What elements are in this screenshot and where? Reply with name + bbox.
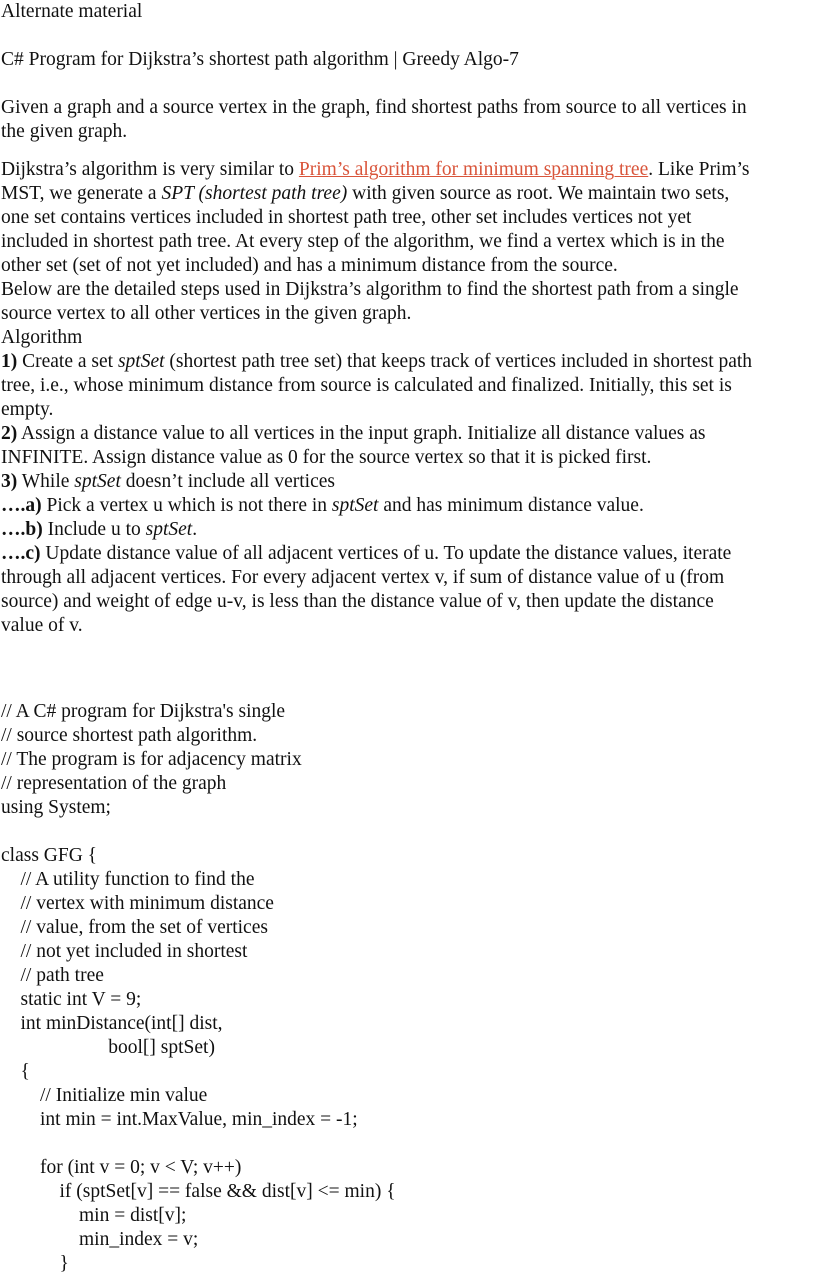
text-segment: Dijkstra’s algorithm is very similar to bbox=[1, 159, 299, 180]
text-line bbox=[1, 1036, 816, 1060]
text-segment: doesn’t include all vertices bbox=[120, 471, 335, 492]
italic-term: SPT (shortest path tree) bbox=[161, 183, 348, 204]
text-line bbox=[1, 302, 816, 326]
text-line bbox=[1, 590, 816, 614]
text-line bbox=[1, 48, 816, 72]
text-line bbox=[1, 796, 816, 820]
text-line bbox=[1, 844, 816, 868]
text-segment: Given a graph and a source vertex in the graph, find shortest paths from source to all vertices in bbox=[1, 97, 747, 118]
text-segment: Update distance value of all adjacent vertices of u. To update the distance values, iterate bbox=[40, 543, 732, 564]
text-line bbox=[1, 350, 816, 374]
text-segment: Assign a distance value to all vertices in the input graph. Initialize all distance values as bbox=[17, 423, 706, 444]
text-segment: // not yet included in shortest bbox=[1, 941, 248, 962]
text-segment: // vertex with minimum distance bbox=[1, 893, 274, 914]
text-segment: Create a set bbox=[17, 351, 118, 372]
text-segment: // value, from the set of vertices bbox=[1, 917, 268, 938]
text-line bbox=[1, 1204, 816, 1228]
italic-term: sptSet bbox=[331, 495, 379, 516]
text-line bbox=[1, 566, 816, 590]
text-segment: . Like Prim’s bbox=[648, 159, 750, 180]
text-segment: bool[] sptSet) bbox=[1, 1037, 215, 1058]
text-segment: min = dist[v]; bbox=[1, 1205, 187, 1226]
text-segment: other set (set of not yet included) and has a minimum distance from the source. bbox=[1, 255, 618, 276]
text-segment: C# Program for Dijkstra’s shortest path algorithm | Greedy Algo-7 bbox=[1, 49, 519, 70]
text-segment: with given source as root. We maintain two sets, bbox=[347, 183, 730, 204]
text-line bbox=[1, 230, 816, 254]
text-segment: one set contains vertices included in shortest path tree, other set includes vertices not yet bbox=[1, 207, 692, 228]
text-segment: and has minimum distance value. bbox=[378, 495, 644, 516]
text-line bbox=[1, 748, 816, 772]
text-line bbox=[1, 542, 816, 566]
text-segment: // source shortest path algorithm. bbox=[1, 725, 258, 746]
text-segment: int minDistance(int[] dist, bbox=[1, 1013, 223, 1034]
text-line bbox=[1, 470, 816, 494]
text-line bbox=[1, 398, 816, 422]
text-line bbox=[1, 1108, 816, 1132]
text-segment: INFINITE. Assign distance value as 0 for the source vertex so that it is picked first. bbox=[1, 447, 652, 468]
step-number: 1) bbox=[1, 351, 18, 372]
text-segment: // path tree bbox=[1, 965, 104, 986]
text-line bbox=[1, 0, 816, 24]
text-segment: min_index = v; bbox=[1, 1229, 199, 1250]
text-line bbox=[1, 120, 816, 144]
text-line bbox=[1, 940, 816, 964]
text-segment: int min = int.MaxValue, min_index = -1; bbox=[1, 1109, 358, 1130]
text-line bbox=[1, 96, 816, 120]
text-line bbox=[1, 446, 816, 470]
text-line bbox=[1, 916, 816, 940]
text-segment: { bbox=[1, 1061, 30, 1082]
step-number: 2) bbox=[1, 423, 18, 444]
step-number: 3) bbox=[1, 471, 18, 492]
text-line bbox=[1, 724, 816, 748]
text-line bbox=[1, 182, 816, 206]
text-line bbox=[1, 1084, 816, 1108]
text-segment: if (sptSet[v] == false && dist[v] <= min) { bbox=[1, 1181, 396, 1202]
text-line bbox=[1, 868, 816, 892]
text-line bbox=[1, 964, 816, 988]
text-line bbox=[1, 988, 816, 1012]
text-segment: source vertex to all other vertices in the given graph. bbox=[1, 303, 412, 324]
text-line bbox=[1, 1012, 816, 1036]
text-segment: // Initialize min value bbox=[1, 1085, 208, 1106]
italic-term: sptSet bbox=[145, 519, 193, 540]
text-segment: // representation of the graph bbox=[1, 773, 227, 794]
text-line bbox=[1, 1180, 816, 1204]
step-number: ….a) bbox=[1, 495, 42, 516]
text-segment: source) and weight of edge u-v, is less than the distance value of v, then update the distance bbox=[1, 591, 714, 612]
text-line bbox=[1, 494, 816, 518]
text-segment: for (int v = 0; v < V; v++) bbox=[1, 1157, 242, 1178]
text-segment: . bbox=[192, 519, 198, 540]
text-line bbox=[1, 374, 816, 398]
blank-line bbox=[1, 1132, 816, 1156]
blank-line bbox=[1, 638, 816, 662]
text-line bbox=[1, 1228, 816, 1252]
text-line bbox=[1, 1060, 816, 1084]
text-segment: the given graph. bbox=[1, 121, 128, 142]
text-segment: Algorithm bbox=[1, 327, 83, 348]
blank-line bbox=[1, 820, 816, 844]
text-line bbox=[1, 422, 816, 446]
text-segment: empty. bbox=[1, 399, 54, 420]
step-number: ….c) bbox=[1, 543, 41, 564]
text-segment: Alternate material bbox=[1, 1, 143, 22]
text-line bbox=[1, 1156, 816, 1180]
italic-term: sptSet bbox=[117, 351, 165, 372]
text-segment: tree, i.e., whose minimum distance from source is calculated and finalized. Initially, this set is bbox=[1, 375, 732, 396]
text-line bbox=[1, 254, 816, 278]
step-number: ….b) bbox=[1, 519, 43, 540]
blank-line bbox=[1, 24, 816, 48]
text-line bbox=[1, 614, 816, 638]
blank-line bbox=[1, 662, 816, 686]
text-line bbox=[1, 700, 816, 724]
text-segment: Include u to bbox=[42, 519, 146, 540]
blank-line bbox=[1, 72, 816, 96]
text-line bbox=[1, 892, 816, 916]
text-segment: // A C# program for Dijkstra's single bbox=[1, 701, 286, 722]
prims-algorithm-link[interactable]: Prim’s algorithm for minimum spanning tree bbox=[298, 159, 649, 180]
text-segment: class GFG { bbox=[1, 845, 98, 866]
text-segment: // A utility function to find the bbox=[1, 869, 255, 890]
text-line bbox=[1, 1252, 816, 1276]
text-segment: MST, we generate a bbox=[1, 183, 162, 204]
text-segment: through all adjacent vertices. For every adjacent vertex v, if sum of distance value of u (from bbox=[1, 567, 725, 588]
text-line bbox=[1, 326, 816, 350]
text-segment: While bbox=[17, 471, 75, 492]
text-segment: } bbox=[1, 1253, 69, 1274]
text-line bbox=[1, 278, 816, 302]
text-segment: Pick a vertex u which is not there in bbox=[41, 495, 332, 516]
text-segment: included in shortest path tree. At every step of the algorithm, we find a vertex which is in the bbox=[1, 231, 725, 252]
text-line bbox=[1, 206, 816, 230]
text-segment: using System; bbox=[1, 797, 111, 818]
text-segment: Below are the detailed steps used in Dijkstra’s algorithm to find the shortest path from a single bbox=[1, 279, 739, 300]
italic-term: sptSet bbox=[74, 471, 121, 492]
text-segment: static int V = 9; bbox=[1, 989, 142, 1010]
text-line bbox=[1, 158, 816, 182]
text-line bbox=[1, 518, 816, 542]
text-segment: (shortest path tree set) that keeps track of vertices included in shortest path bbox=[164, 351, 753, 372]
text-segment: value of v. bbox=[1, 615, 83, 636]
text-line bbox=[1, 772, 816, 796]
text-segment: // The program is for adjacency matrix bbox=[1, 749, 302, 770]
